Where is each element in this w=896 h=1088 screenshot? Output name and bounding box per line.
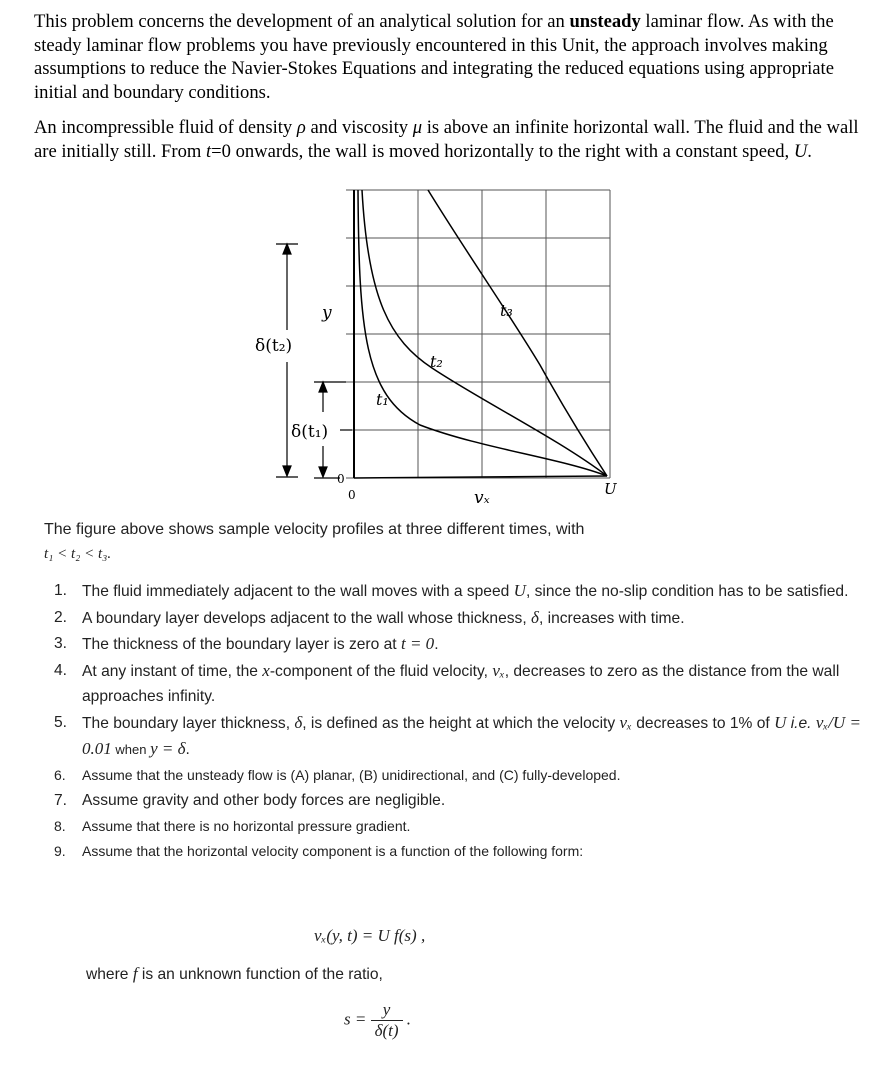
list-text-italic: i.e. [786, 714, 816, 732]
figure-grid [346, 190, 610, 478]
eq2-fraction [371, 1000, 403, 1041]
intro-p2-text-d: =0 onwards, the wall is moved horizontally to the right with a constant speed, [211, 140, 794, 162]
list-number: 8. [54, 817, 66, 834]
eq2-lhs: s = [344, 1009, 367, 1029]
list-item [54, 710, 874, 763]
list-item [54, 814, 874, 840]
similarity-variable-equation [344, 1000, 411, 1041]
t2-label: t₂ [430, 352, 443, 371]
list-item [54, 788, 874, 814]
intro-p1-text: This problem concerns the development of an analytical solution for an [34, 11, 570, 32]
t3-label: t₃ [500, 301, 513, 320]
list-math: vₓ/U = 0.01 [82, 712, 861, 758]
list-text: , increases with time. [538, 609, 685, 627]
list-text: . [185, 741, 190, 758]
list-number: 3. [54, 635, 68, 652]
list-text: Assume that the unsteady flow is (A) planar, (B) unidirectional, and (C) fully-developed. [82, 766, 621, 783]
origin-y-label: 0 [337, 472, 345, 486]
list-math: U [513, 581, 526, 600]
where-line [86, 964, 383, 984]
figure-caption [44, 518, 864, 566]
velocity-profile-figure [0, 0, 896, 520]
intro-p1-text-after: laminar flow. As with the steady laminar flow problems you have previously encountered in this Unit, the approach involves making assumptions to reduce the Navier-Stokes Equations and integrating the reduced equations using appropriate initial and boundary conditions. [34, 11, 834, 103]
list-text: decreases to 1% of [631, 714, 775, 732]
dim-arrow-down [283, 466, 291, 476]
eq2-denominator: δ(t) [374, 1021, 399, 1040]
intro-p1-bold: unsteady [569, 11, 641, 32]
profile-curve-t3 [428, 190, 607, 476]
list-text: -component of the fluid velocity, [269, 662, 493, 680]
list-item [54, 839, 874, 865]
delta-t2-label: δ(t₂) [255, 336, 293, 356]
list-text: , is defined as the height at which the velocity [302, 714, 620, 732]
caption-line-1: The figure above shows sample velocity profiles at three different times, with [44, 521, 585, 538]
intro-p2-text-b: and viscosity [305, 117, 413, 138]
intro-p2-text-a: An incompressible fluid of density [34, 117, 297, 138]
list-item [54, 658, 874, 710]
assumptions-list [54, 578, 874, 865]
list-math: vₓ [492, 660, 505, 680]
dim-arrow-up [283, 244, 291, 254]
list-math: t = 0 [400, 634, 435, 653]
list-math: U [774, 712, 787, 732]
profile-curve-t2 [362, 190, 607, 476]
delta-t1-label: δ(t₁) [291, 422, 329, 442]
list-number: 4. [54, 661, 68, 679]
list-math: x [262, 660, 270, 680]
list-text: The boundary layer thickness, [82, 714, 295, 732]
list-math: δ [531, 607, 539, 627]
list-text: when [111, 742, 151, 757]
where-text-a: where [86, 966, 133, 983]
eq2-tail: . [406, 1009, 412, 1029]
t1-label: t₁ [376, 390, 389, 409]
list-number: 6. [54, 766, 66, 783]
list-text: The thickness of the boundary layer is zero at [82, 636, 401, 653]
list-number: 9. [54, 843, 66, 859]
list-number: 7. [54, 792, 68, 809]
y-axis-label: y [322, 303, 332, 323]
list-item [54, 631, 874, 658]
intro-p2-text-e: . [807, 140, 812, 162]
list-number: 1. [54, 582, 68, 599]
intro-p2-text-c: is above an infinite horizontal wall. The fluid and the wall are initially still. From [34, 117, 859, 162]
velocity-form-equation: vₓ(y, t) = U f(s) , [314, 926, 426, 945]
dim-arrow-up [319, 382, 327, 392]
list-text: Assume gravity and other body forces are negligible. [82, 792, 446, 809]
where-f: f [132, 964, 138, 983]
list-item [54, 605, 874, 632]
list-text: A boundary layer develops adjacent to the wall whose thickness, [82, 609, 532, 627]
list-math: δ [294, 712, 303, 732]
list-number: 5. [54, 713, 68, 731]
list-text: Assume that there is no horizontal pressure gradient. [82, 817, 411, 834]
symbol-rho: ρ [296, 117, 306, 138]
list-item [54, 763, 874, 789]
eq2-numerator: y [371, 1000, 403, 1021]
list-text: . [434, 636, 439, 653]
symbol-mu: μ [412, 117, 423, 138]
list-text: The fluid immediately adjacent to the wall moves with a speed [82, 583, 514, 600]
list-math: y = δ [150, 739, 186, 758]
origin-x-label: 0 [348, 488, 356, 502]
list-item [54, 578, 874, 605]
symbol-U: U [793, 140, 808, 162]
list-text: , decreases to zero as the distance from the wall approaches infinity. [82, 662, 840, 705]
where-text-b: is an unknown function of the ratio, [137, 966, 383, 983]
symbol-t: t [205, 140, 212, 162]
vx-axis-label: vₓ [474, 488, 490, 508]
delta-t2-dimension [276, 244, 298, 477]
caption-line-2: t₁ < t₂ < t₃. [44, 546, 112, 562]
list-text: At any instant of time, the [82, 662, 263, 680]
list-number: 2. [54, 608, 68, 626]
U-label: U [604, 480, 617, 498]
list-text: , since the no-slip condition has to be satisfied. [525, 583, 849, 600]
list-text: Assume that the horizontal velocity component is a function of the following form: [82, 843, 584, 859]
list-math: vₓ [619, 712, 632, 732]
dim-arrow-down [319, 467, 327, 477]
